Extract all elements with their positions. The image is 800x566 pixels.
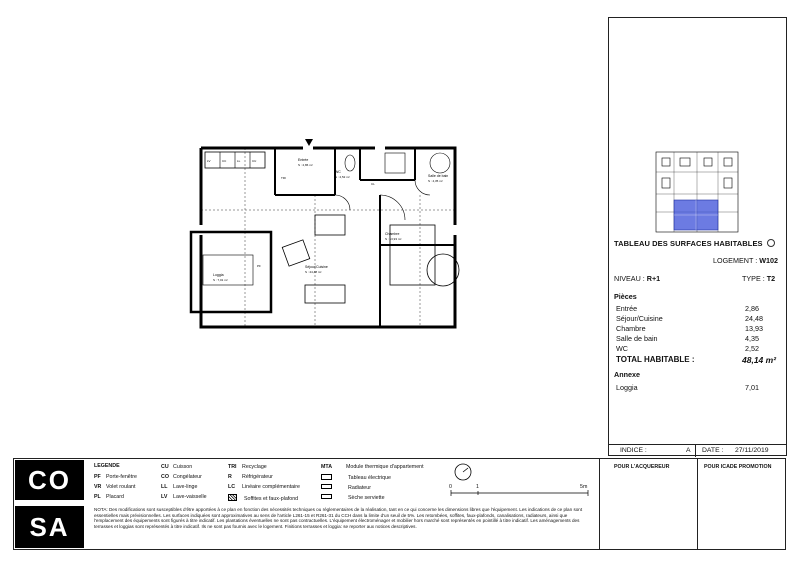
plan-shower [430,153,450,173]
signature-promotion-label: POUR ICADE PROMOTION [704,464,772,470]
annexe-area: 7,01 [745,383,759,392]
room-name: Entrée [616,304,638,313]
compass-icon [454,463,472,481]
svg-text:S : 4,35 m²: S : 4,35 m² [428,179,443,183]
room-area: 24,48 [745,314,763,323]
room-name: Salle de bain [616,334,658,343]
legend-item: PF Porte-fenêtre [94,474,137,480]
legend-item: Radiateur [321,484,371,491]
legend-item: Sèche serviette [321,494,385,501]
divider [599,458,600,550]
room-area: 2,52 [745,344,759,353]
plan-label-sejour: Séjour/Cuisine [305,265,328,269]
plan-label-entree: Entrée [298,158,309,162]
niveau-row: NIVEAU : R+1 [614,274,661,283]
scale-bar [450,489,590,497]
total-value: 48,14 m² [742,355,777,365]
electrical-panel-icon [321,474,332,480]
annexe-name: Loggia [616,383,638,392]
room-area: 13,93 [745,324,763,333]
legend-item: CO Congélateur [161,474,202,480]
room-name: Chambre [616,324,646,333]
legend-item: VR Volet roulant [94,484,136,490]
legend-item: PL Placard [94,494,124,500]
legend-heading: LEGENDE [94,463,120,469]
svg-text:CC: CC [222,159,227,163]
svg-text:LL: LL [237,159,241,163]
divider [697,458,698,550]
scale-label: 0 [449,484,452,490]
plan-label-wc: WC [335,170,341,174]
plan-outer-wall [201,148,455,327]
signature-acquereur-label: POUR L'ACQUEREUR [614,464,670,470]
north-compass-icon [767,239,775,247]
plan-dining-table [315,215,345,235]
room-name: WC [616,344,628,353]
pieces-heading: Pièces [614,292,637,301]
floor-plan [185,135,495,335]
divider [695,444,696,457]
total-label: TOTAL HABITABLE : [616,355,695,364]
svg-text:S : 2,52 m²: S : 2,52 m² [335,175,350,179]
plan-label-sdb: Salle de bain [428,174,449,178]
bottom-cartouche [13,458,786,550]
svg-text:PF: PF [257,264,261,268]
svg-text:TRI: TRI [281,176,286,180]
svg-text:LV: LV [207,159,211,163]
logo-bottom: SA [15,506,84,548]
indice-value: A [686,447,691,454]
legend-item: R Réfrigérateur [228,474,273,480]
logo-top: CO [15,460,84,500]
room-area: 4,35 [745,334,759,343]
room-name: Séjour/Cuisine [616,314,663,323]
summary-title: TABLEAU DES SURFACES HABITABLES [614,239,775,248]
svg-text:S : 7,01 m²: S : 7,01 m² [213,278,228,282]
radiator-icon [321,484,332,489]
legend-item: LC Linéaire complémentaire [228,484,301,490]
nota-paragraph: NOTA: Des modifications sont susceptibles d'être apportées à ce plan en fonction des nécessités techniques ou réglementaires de la réalisation, tant en ce qui concerne les dimensions libres que l'équipement. Les indications de ce plan sont essentielles mais prévisionnelles. Les surfaces indiquées sont approximatives au sens de l'article L261-15 et R261-31 du CCH dans la limite d'un seuil de 5%. Les retombées, soffites, faux-plafonds, canalisations, radiateurs, ainsi que l'emplacement des équipements sont figurés à titre indicatif. Les plantations éventuelles ne sont pas contractuelles. L'équipement électroménager et mobilier hors marché sont représentés en pointillé à titre indicatif. Les aménagements des terrasses et loggias sont représentés à titre indicatif. Ils ne sont pas fournis avec le logement. Finitions terrasses et loggia: se reporter aux notices descriptives. [94,507,583,529]
indice-label: INDICE : [620,447,647,454]
legend-item: CU Cuisson [161,464,193,470]
date-value: 27/11/2019 [735,447,769,454]
plan-label-loggia: Loggia [213,273,224,277]
towel-dryer-icon [321,494,332,499]
soffite-hatch-icon [228,494,237,501]
svg-text:CL: CL [371,182,375,186]
date-label: DATE : [702,447,724,454]
annexe-heading: Annexe [614,370,640,379]
logement-row: LOGEMENT : W102 [713,256,778,265]
svg-text:S : 2,86 m²: S : 2,86 m² [298,163,313,167]
legend-item: LL Lave-linge [161,484,198,490]
svg-text:CU: CU [252,159,257,163]
scale-label: 5m [580,484,588,490]
legend-item: LV Lave-vaisselle [161,494,207,500]
legend-item: Soffites et faux-plafond [228,494,298,502]
legend-item: MTA Module thermique d'appartement [321,464,424,470]
plan-label-chambre: Chambre [385,232,400,236]
room-area: 2,86 [745,304,759,313]
legend-item: Tableau électrique [321,474,391,481]
scale-label: 1 [476,484,479,490]
type-row: TYPE : T2 [742,274,776,283]
svg-text:S : 13,93 m²: S : 13,93 m² [385,237,402,241]
svg-text:S : 24,48 m²: S : 24,48 m² [305,270,322,274]
building-key-plan [652,150,742,234]
legend-item: TRI Recyclage [228,464,267,470]
entrance-arrow-icon [305,139,313,146]
